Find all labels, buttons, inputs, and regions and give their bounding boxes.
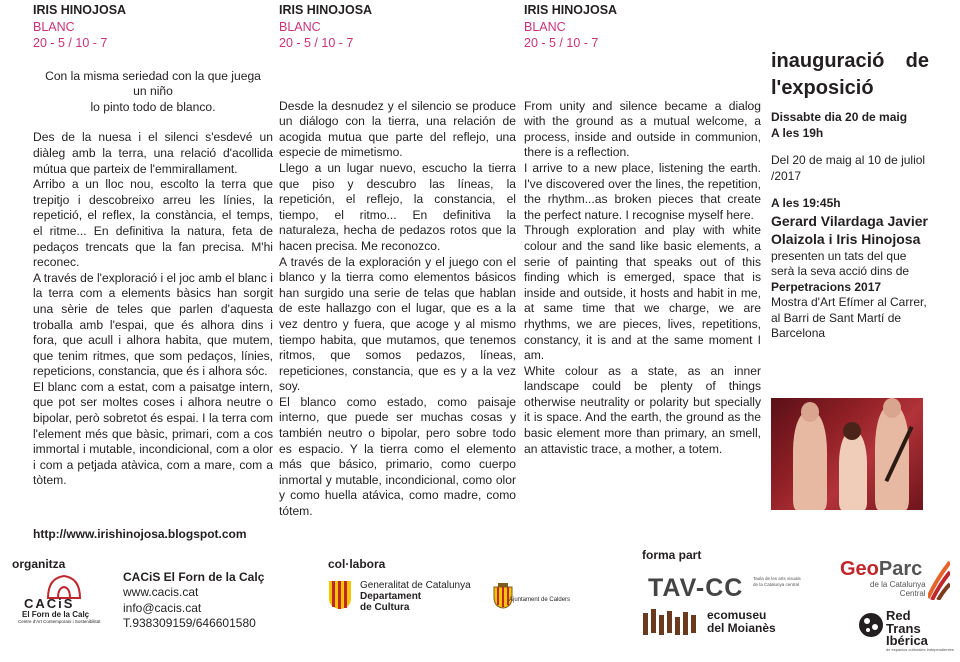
artist-name: IRIS HINOJOSA <box>524 3 618 17</box>
paragraph: El blanc com a estat, com a paisatge intern, que pot ser moltes coses i alhora neutre o bipolar, però sobretot és espai. I la terra com l'element més que bàsic, primari, com a cos immortal i mutable, incondicional, com a olor i com a petjada atàvica, com a mare, com a tòtem. <box>33 379 273 488</box>
opening-time: A les 19h <box>771 125 824 140</box>
paragraph: Arribo a un lloc nou, escolto la terra que trepitjo i descobreixo arreu les línies, la repetició, el reflex, la constància, el temps, el ritme... En definitiva la natura, feta de pedaços trencats que la fan precisa. M'hi reconec. <box>33 177 273 270</box>
exhibition-title: BLANC <box>524 19 566 34</box>
exhibition-title: BLANC <box>33 19 75 34</box>
organizer-contact <box>123 570 264 632</box>
paragraph: From unity and silence became a dialog with the ground as a mutual welcome, a process, inside and outside in communion, there is a reflection. <box>524 98 761 160</box>
geoparc-logo: GeoParc de la Catalunya Central <box>840 558 952 602</box>
exhibition-dates: 20 - 5 / 10 - 7 <box>524 35 599 50</box>
opening-info <box>771 0 929 342</box>
exhibition-title: BLANC <box>279 19 321 34</box>
member-label: forma part <box>642 548 702 562</box>
paragraph: White colour as a state, as an inner landscape could be plenty of things otherwise neutrality or polarity but specially it is space. And the earth, the ground as the basic element more than primary, an smell, an attavistic trace, a mother, a totem. <box>524 363 761 456</box>
generalitat-logo: Generalitat de Catalunya Departament de Cultura <box>328 580 478 616</box>
tavcc-logo: TAV-CC Taula de les arts visuals de la Catalunya central <box>648 574 801 602</box>
exhibition-range: Del 20 de maig al 10 de juliol /2017 <box>771 153 926 183</box>
festival-name: Perpetracions 2017 <box>771 279 882 294</box>
paragraph: Des de la nuesa i el silenci s'esdevé un diàleg amb la terra, una relació d'acollida mútua que parteix de l'emmirallament. <box>33 130 273 176</box>
performance-text: presenten un tats del que serà la seva acció dins de <box>771 248 910 278</box>
catalonia-flag-icon <box>328 580 352 610</box>
spanish-column <box>279 0 516 520</box>
festival-description: Mostra d'Art Efímer al Carrer, al Barri de Sant Martí de Barcelona <box>771 295 927 340</box>
exhibition-dates: 20 - 5 / 10 - 7 <box>279 35 354 50</box>
organizer-web[interactable]: www.cacis.cat <box>123 585 199 600</box>
performance-time: A les 19:45h <box>771 196 841 210</box>
redtransiberica-logo: Red Trans Ibérica de espacios culturales independientes <box>858 610 958 660</box>
ecomuseu-logo: ecomuseu del Moianès <box>643 607 793 641</box>
poem-line-3: lo pinto todo de blanco. <box>90 99 216 114</box>
paragraph: A través de l'exploració i el joc amb el blanc i la terra com a elements bàsics han sorgit una sèrie de teles que parlen d'aquesta troballa amb l'espai, que és alhora dins i fora, que acull i alhora habita, que mutem, que tenim ritmes, que som pedaços, línies, repeticions, constancia, que és i alhora sóc. <box>33 270 273 379</box>
organizer-phone: T.938309159/646601580 <box>123 616 256 631</box>
performers: Gerard Vilardaga Javier Olaizola i Iris Hinojosa <box>771 212 928 247</box>
english-column <box>524 0 761 457</box>
performers-photo <box>771 398 923 510</box>
paragraph: A través de la exploración y el juego con el blanco y la tierra como elementos básicos han surgido una serie de telas que hablan de este hallazgo con el lugar, que es a la vez dentro y fuera, que acoge y al mismo tiempo habita, que mutamos, que tenemos ritmos, que somos pedazos, líneas, repeticiones, constancia, que es y a la vez soy. <box>279 254 516 394</box>
paragraph: Through exploration and play with white colour and the sand like basic elements, a serie of painting that speaks out of this finding which is emerged, space that is inside and outside, it hosts and habit in me, at same time that we charge, we are rhythms, we are pieces, lives, repetitions, constancy, it is and at the same moment I am. <box>524 223 761 363</box>
poem-line-1: Con la misma seriedad con la que juega <box>45 68 261 83</box>
opening-date: Dissabte dia 20 de maig <box>771 110 908 124</box>
exhibition-dates: 20 - 5 / 10 - 7 <box>33 35 108 50</box>
artist-name: IRIS HINOJOSA <box>33 3 127 17</box>
calders-logo: Ajuntament de Calders <box>492 583 592 619</box>
catalan-column <box>33 0 273 489</box>
organizer-name: CACiS El Forn de la Calç <box>123 570 265 584</box>
poem-line-2: un niño <box>133 84 173 99</box>
organizer-email[interactable]: info@cacis.cat <box>123 600 202 615</box>
artist-name: IRIS HINOJOSA <box>279 3 373 17</box>
website-link[interactable]: http://www.irishinojosa.blogspot.com <box>33 527 247 541</box>
paragraph: Llego a un lugar nuevo, escucho la tierra que piso y descubro las líneas, la repetición, el reflejo, la constancia, el tiempo, el ritmo... En definitiva la naturaleza, hecha de pedazos rotos que la hacen precisa. Me reconozco. <box>279 160 516 253</box>
opening-title: inauguració de l'exposició <box>771 50 929 99</box>
calders-shield-icon <box>492 583 514 609</box>
paragraph: Desde la desnudez y el silencio se produce un diálogo con la tierra, una relación de acogida mutua que parte del reflejo, una especie de mimetismo. <box>279 98 516 160</box>
organizer-label: organitza <box>12 557 66 571</box>
cacis-logo: CACiS El Forn de la Calç Centre d'Art Contemporani i Sostenibilitat <box>18 584 110 624</box>
ecomuseu-bars-icon <box>643 609 703 637</box>
paragraph: El blanco como estado, como paisaje interno, que puede ser muchas cosas y también neutro o bipolar, pero sobre todo es espacio. Y la tierra como el elemento más que básico, primario, como cuerpo inmortal y mutable, incondicional, como olor y como huella atávica, como madre, como tótem. <box>279 394 516 519</box>
network-icon <box>858 612 884 638</box>
geoparc-layers-icon <box>928 560 950 600</box>
collaborator-label: col·labora <box>328 557 386 571</box>
paragraph: I arrive to a new place, listening the earth. I've discovered over the lines, the repetition, the rhythm...as broken pieces that create the perfect nature. I recognise myself here. <box>524 160 761 222</box>
